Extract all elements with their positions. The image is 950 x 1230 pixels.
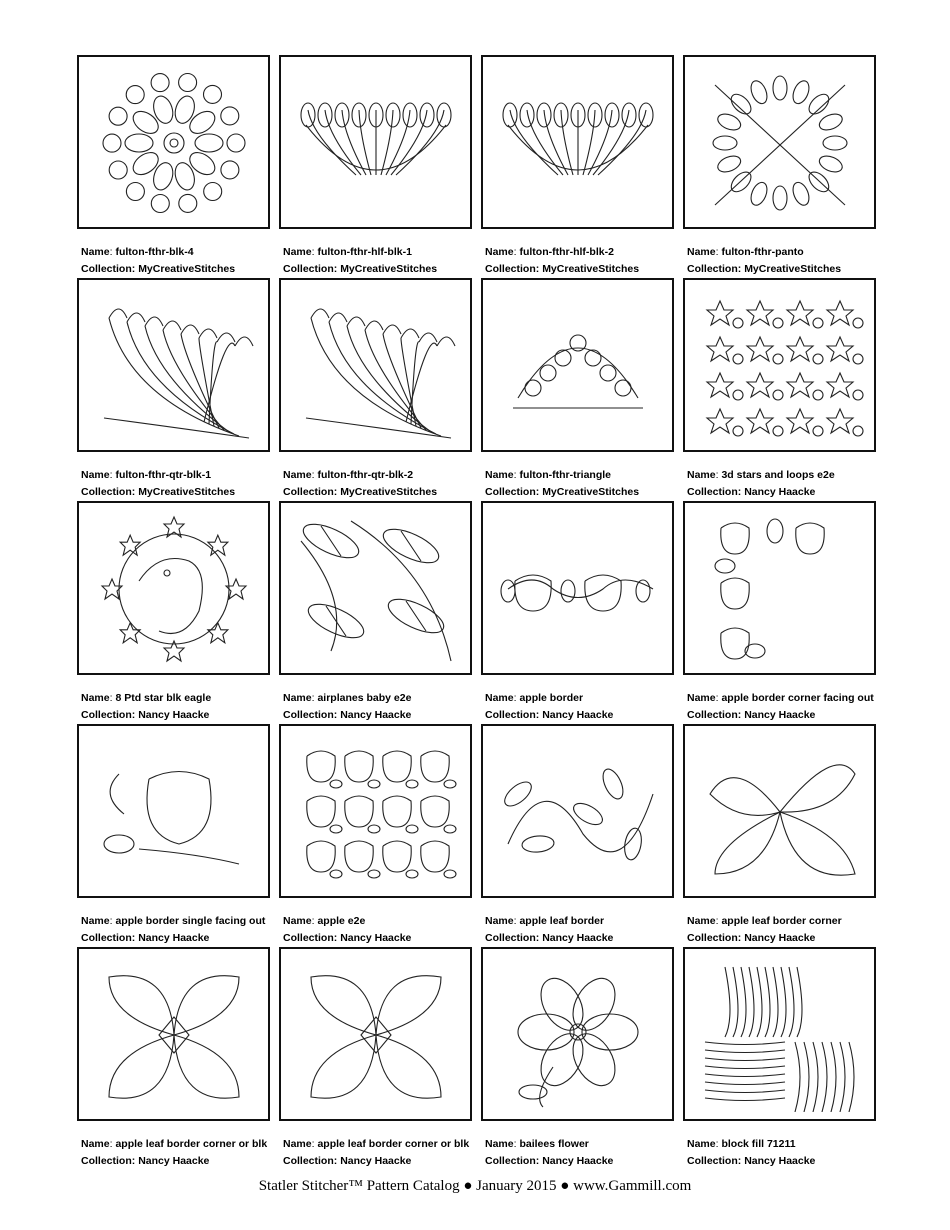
pattern-name-line: Name: fulton-fthr-panto [687, 246, 804, 258]
pattern-collection-line: Collection: MyCreativeStitches [283, 263, 438, 275]
name-label: Name [81, 246, 110, 258]
feather-panto-icon [695, 65, 865, 220]
feather-half-icon [291, 65, 461, 220]
collection-label: Collection [81, 486, 132, 498]
pattern-collection: Nancy Haacke [744, 932, 816, 944]
name-label: Name [283, 469, 312, 481]
pattern-name: apple e2e [317, 915, 366, 927]
name-label: Name [687, 915, 716, 927]
pattern-name: apple leaf border [519, 915, 605, 927]
pattern-name: 3d stars and loops e2e [721, 469, 835, 481]
pattern-collection-line: Collection: Nancy Haacke [687, 486, 816, 498]
pattern-row [77, 55, 882, 278]
pattern-card [683, 947, 876, 1170]
pattern-thumbnail [683, 278, 876, 452]
pattern-grid [77, 55, 882, 1170]
pattern-card [279, 278, 472, 501]
feather-half-icon [493, 65, 663, 220]
pattern-collection: Nancy Haacke [340, 1155, 412, 1167]
pattern-collection: Nancy Haacke [744, 486, 816, 498]
pattern-card [279, 724, 472, 947]
pattern-caption [283, 1136, 469, 1170]
name-label: Name [687, 246, 716, 258]
eagle-stars-icon [89, 511, 259, 666]
pattern-card [279, 55, 472, 278]
pattern-collection: Nancy Haacke [340, 709, 412, 721]
pattern-caption [283, 913, 411, 947]
leaf-block-icon [89, 957, 259, 1112]
pattern-caption [687, 244, 841, 278]
pattern-collection-line: Collection: Nancy Haacke [81, 932, 210, 944]
pattern-thumbnail [683, 501, 876, 675]
pattern-caption [81, 913, 265, 947]
block-fill-icon [695, 957, 865, 1112]
pattern-row [77, 501, 882, 724]
pattern-card [77, 501, 270, 724]
pattern-collection: Nancy Haacke [138, 1155, 210, 1167]
pattern-thumbnail [77, 501, 270, 675]
pattern-name-line: Name: airplanes baby e2e [283, 692, 412, 704]
pattern-collection: MyCreativeStitches [744, 263, 842, 275]
collection-label: Collection [687, 709, 738, 721]
pattern-thumbnail [77, 724, 270, 898]
flower-icon [89, 65, 259, 220]
pattern-caption [485, 467, 639, 501]
pattern-caption [485, 244, 639, 278]
pattern-name: fulton-fthr-panto [721, 246, 804, 258]
pattern-collection: Nancy Haacke [542, 932, 614, 944]
feather-quarter-icon [291, 288, 461, 443]
pattern-caption [283, 244, 437, 278]
pattern-collection-line: Collection: MyCreativeStitches [485, 486, 640, 498]
name-label: Name [283, 246, 312, 258]
pattern-name-line: Name: fulton-fthr-blk-4 [81, 246, 194, 258]
pattern-thumbnail [481, 724, 674, 898]
collection-label: Collection [283, 709, 334, 721]
pattern-collection: Nancy Haacke [744, 709, 816, 721]
pattern-name-line: Name: 8 Ptd star blk eagle [81, 692, 212, 704]
pattern-card [481, 278, 674, 501]
pattern-thumbnail [279, 724, 472, 898]
name-label: Name [283, 1138, 312, 1150]
pattern-collection: Nancy Haacke [542, 1155, 614, 1167]
collection-label: Collection [81, 709, 132, 721]
collection-label: Collection [81, 932, 132, 944]
pattern-thumbnail [279, 947, 472, 1121]
pattern-caption [81, 467, 235, 501]
name-label: Name [81, 469, 110, 481]
pattern-caption [687, 1136, 815, 1170]
pattern-collection: MyCreativeStitches [340, 486, 438, 498]
name-label: Name [485, 692, 514, 704]
name-label: Name [81, 692, 110, 704]
stars-loops-icon [695, 288, 865, 443]
pattern-collection-line: Collection: Nancy Haacke [485, 709, 614, 721]
name-label: Name [485, 246, 514, 258]
name-label: Name [81, 915, 110, 927]
pattern-card [279, 501, 472, 724]
pattern-caption [283, 690, 411, 724]
pattern-name: fulton-fthr-qtr-blk-1 [115, 469, 212, 481]
pattern-collection-line: Collection: Nancy Haacke [283, 1155, 412, 1167]
name-label: Name [687, 469, 716, 481]
leaf-block-icon [291, 957, 461, 1112]
pattern-thumbnail [481, 278, 674, 452]
collection-label: Collection [485, 486, 536, 498]
pattern-collection: MyCreativeStitches [542, 263, 640, 275]
pattern-thumbnail [77, 55, 270, 229]
pattern-collection-line: Collection: Nancy Haacke [283, 709, 412, 721]
collection-label: Collection [283, 1155, 334, 1167]
pattern-name: bailees flower [519, 1138, 589, 1150]
pattern-collection: MyCreativeStitches [138, 486, 236, 498]
pattern-collection-line: Collection: MyCreativeStitches [485, 263, 640, 275]
pattern-collection: Nancy Haacke [138, 709, 210, 721]
pattern-card [683, 501, 876, 724]
pattern-name-line: Name: fulton-fthr-qtr-blk-2 [283, 469, 414, 481]
pattern-name-line: Name: apple border [485, 692, 584, 704]
pattern-collection-line: Collection: MyCreativeStitches [283, 486, 438, 498]
collection-label: Collection [485, 263, 536, 275]
pattern-collection: Nancy Haacke [138, 932, 210, 944]
pattern-collection-line: Collection: MyCreativeStitches [81, 263, 236, 275]
pattern-caption [485, 913, 613, 947]
pattern-thumbnail [77, 278, 270, 452]
leaf-border-icon [493, 734, 663, 889]
collection-label: Collection [81, 263, 132, 275]
pattern-card [77, 947, 270, 1170]
pattern-name: apple border [519, 692, 584, 704]
pattern-row [77, 278, 882, 501]
name-label: Name [283, 915, 312, 927]
pattern-collection-line: Collection: Nancy Haacke [485, 1155, 614, 1167]
pattern-collection: MyCreativeStitches [138, 263, 236, 275]
pattern-caption [81, 1136, 267, 1170]
pattern-card [279, 947, 472, 1170]
pattern-card [77, 724, 270, 947]
pattern-caption [687, 690, 874, 724]
name-label: Name [283, 692, 312, 704]
name-label: Name [485, 1138, 514, 1150]
pattern-card [481, 501, 674, 724]
pattern-name-line: Name: fulton-fthr-hlf-blk-1 [283, 246, 412, 258]
apple-e2e-icon [291, 734, 461, 889]
pattern-thumbnail [279, 55, 472, 229]
pattern-name-line: Name: apple leaf border corner or blk [81, 1138, 268, 1150]
pattern-collection: MyCreativeStitches [340, 263, 438, 275]
collection-label: Collection [485, 1155, 536, 1167]
pattern-thumbnail [683, 947, 876, 1121]
pattern-thumbnail [77, 947, 270, 1121]
pattern-thumbnail [481, 947, 674, 1121]
pattern-card [683, 55, 876, 278]
pattern-thumbnail [481, 55, 674, 229]
pattern-card [481, 724, 674, 947]
pattern-card [481, 55, 674, 278]
flower-bailees-icon [493, 957, 663, 1112]
feather-triangle-icon [493, 288, 663, 443]
pattern-name: fulton-fthr-qtr-blk-2 [317, 469, 414, 481]
pattern-name-line: Name: fulton-fthr-triangle [485, 469, 612, 481]
collection-label: Collection [283, 932, 334, 944]
pattern-caption [687, 913, 842, 947]
pattern-name-line: Name: apple leaf border [485, 915, 605, 927]
pattern-caption [81, 244, 235, 278]
collection-label: Collection [485, 709, 536, 721]
pattern-name-line: Name: fulton-fthr-hlf-blk-2 [485, 246, 614, 258]
pattern-name-line: Name: apple border single facing out [81, 915, 266, 927]
pattern-collection-line: Collection: Nancy Haacke [687, 932, 816, 944]
collection-label: Collection [687, 263, 738, 275]
pattern-name: fulton-fthr-blk-4 [115, 246, 194, 258]
pattern-collection-line: Collection: MyCreativeStitches [81, 486, 236, 498]
pattern-thumbnail [683, 55, 876, 229]
apple-border-icon [493, 511, 663, 666]
page-footer: Statler Stitcher™ Pattern Catalog ● January 2015 ● www.Gammill.com [258, 1178, 692, 1194]
pattern-caption [81, 690, 211, 724]
name-label: Name [485, 469, 514, 481]
collection-label: Collection [283, 263, 334, 275]
pattern-card [77, 55, 270, 278]
pattern-caption [687, 467, 835, 501]
pattern-name-line: Name: apple border corner facing out [687, 692, 874, 704]
name-label: Name [687, 1138, 716, 1150]
pattern-name: apple leaf border corner or blk [115, 1138, 268, 1150]
pattern-collection-line: Collection: Nancy Haacke [283, 932, 412, 944]
pattern-card [683, 278, 876, 501]
collection-label: Collection [485, 932, 536, 944]
pattern-collection: Nancy Haacke [340, 932, 412, 944]
pattern-name: 8 Ptd star blk eagle [115, 692, 212, 704]
pattern-name: apple leaf border corner [721, 915, 842, 927]
pattern-name: block fill 71211 [721, 1138, 796, 1150]
pattern-collection-line: Collection: Nancy Haacke [81, 709, 210, 721]
pattern-collection: Nancy Haacke [542, 709, 614, 721]
pattern-name: apple border corner facing out [721, 692, 874, 704]
pattern-row [77, 724, 882, 947]
name-label: Name [81, 1138, 110, 1150]
pattern-name-line: Name: bailees flower [485, 1138, 589, 1150]
pattern-thumbnail [279, 501, 472, 675]
pattern-collection-line: Collection: MyCreativeStitches [687, 263, 842, 275]
pattern-name-line: Name: 3d stars and loops e2e [687, 469, 835, 481]
collection-label: Collection [81, 1155, 132, 1167]
pattern-name: apple leaf border corner or blk [317, 1138, 470, 1150]
pattern-caption [485, 690, 613, 724]
pattern-name: airplanes baby e2e [317, 692, 412, 704]
name-label: Name [485, 915, 514, 927]
pattern-name-line: Name: fulton-fthr-qtr-blk-1 [81, 469, 212, 481]
pattern-name-line: Name: apple leaf border corner or blk [283, 1138, 470, 1150]
collection-label: Collection [283, 486, 334, 498]
pattern-caption [485, 1136, 613, 1170]
pattern-row [77, 947, 882, 1170]
pattern-caption [283, 467, 437, 501]
pattern-name-line: Name: apple e2e [283, 915, 366, 927]
collection-label: Collection [687, 932, 738, 944]
pattern-collection-line: Collection: Nancy Haacke [687, 709, 816, 721]
apple-single-icon [89, 734, 259, 889]
pattern-card [481, 947, 674, 1170]
pattern-thumbnail [481, 501, 674, 675]
pattern-name: apple border single facing out [115, 915, 266, 927]
pattern-collection-line: Collection: Nancy Haacke [687, 1155, 816, 1167]
pattern-thumbnail [683, 724, 876, 898]
collection-label: Collection [687, 486, 738, 498]
collection-label: Collection [687, 1155, 738, 1167]
pattern-collection-line: Collection: Nancy Haacke [485, 932, 614, 944]
pattern-card [77, 278, 270, 501]
pattern-name-line: Name: apple leaf border corner [687, 915, 842, 927]
pattern-thumbnail [279, 278, 472, 452]
pattern-collection-line: Collection: Nancy Haacke [81, 1155, 210, 1167]
pattern-name: fulton-fthr-triangle [519, 469, 612, 481]
pattern-collection: Nancy Haacke [744, 1155, 816, 1167]
pattern-collection: MyCreativeStitches [542, 486, 640, 498]
pattern-card [683, 724, 876, 947]
leaf-corner-icon [695, 734, 865, 889]
airplanes-icon [291, 511, 461, 666]
pattern-name: fulton-fthr-hlf-blk-1 [317, 246, 412, 258]
pattern-name: fulton-fthr-hlf-blk-2 [519, 246, 614, 258]
pattern-name-line: Name: block fill 71211 [687, 1138, 796, 1150]
name-label: Name [687, 692, 716, 704]
apple-corner-icon [695, 511, 865, 666]
feather-quarter-icon [89, 288, 259, 443]
